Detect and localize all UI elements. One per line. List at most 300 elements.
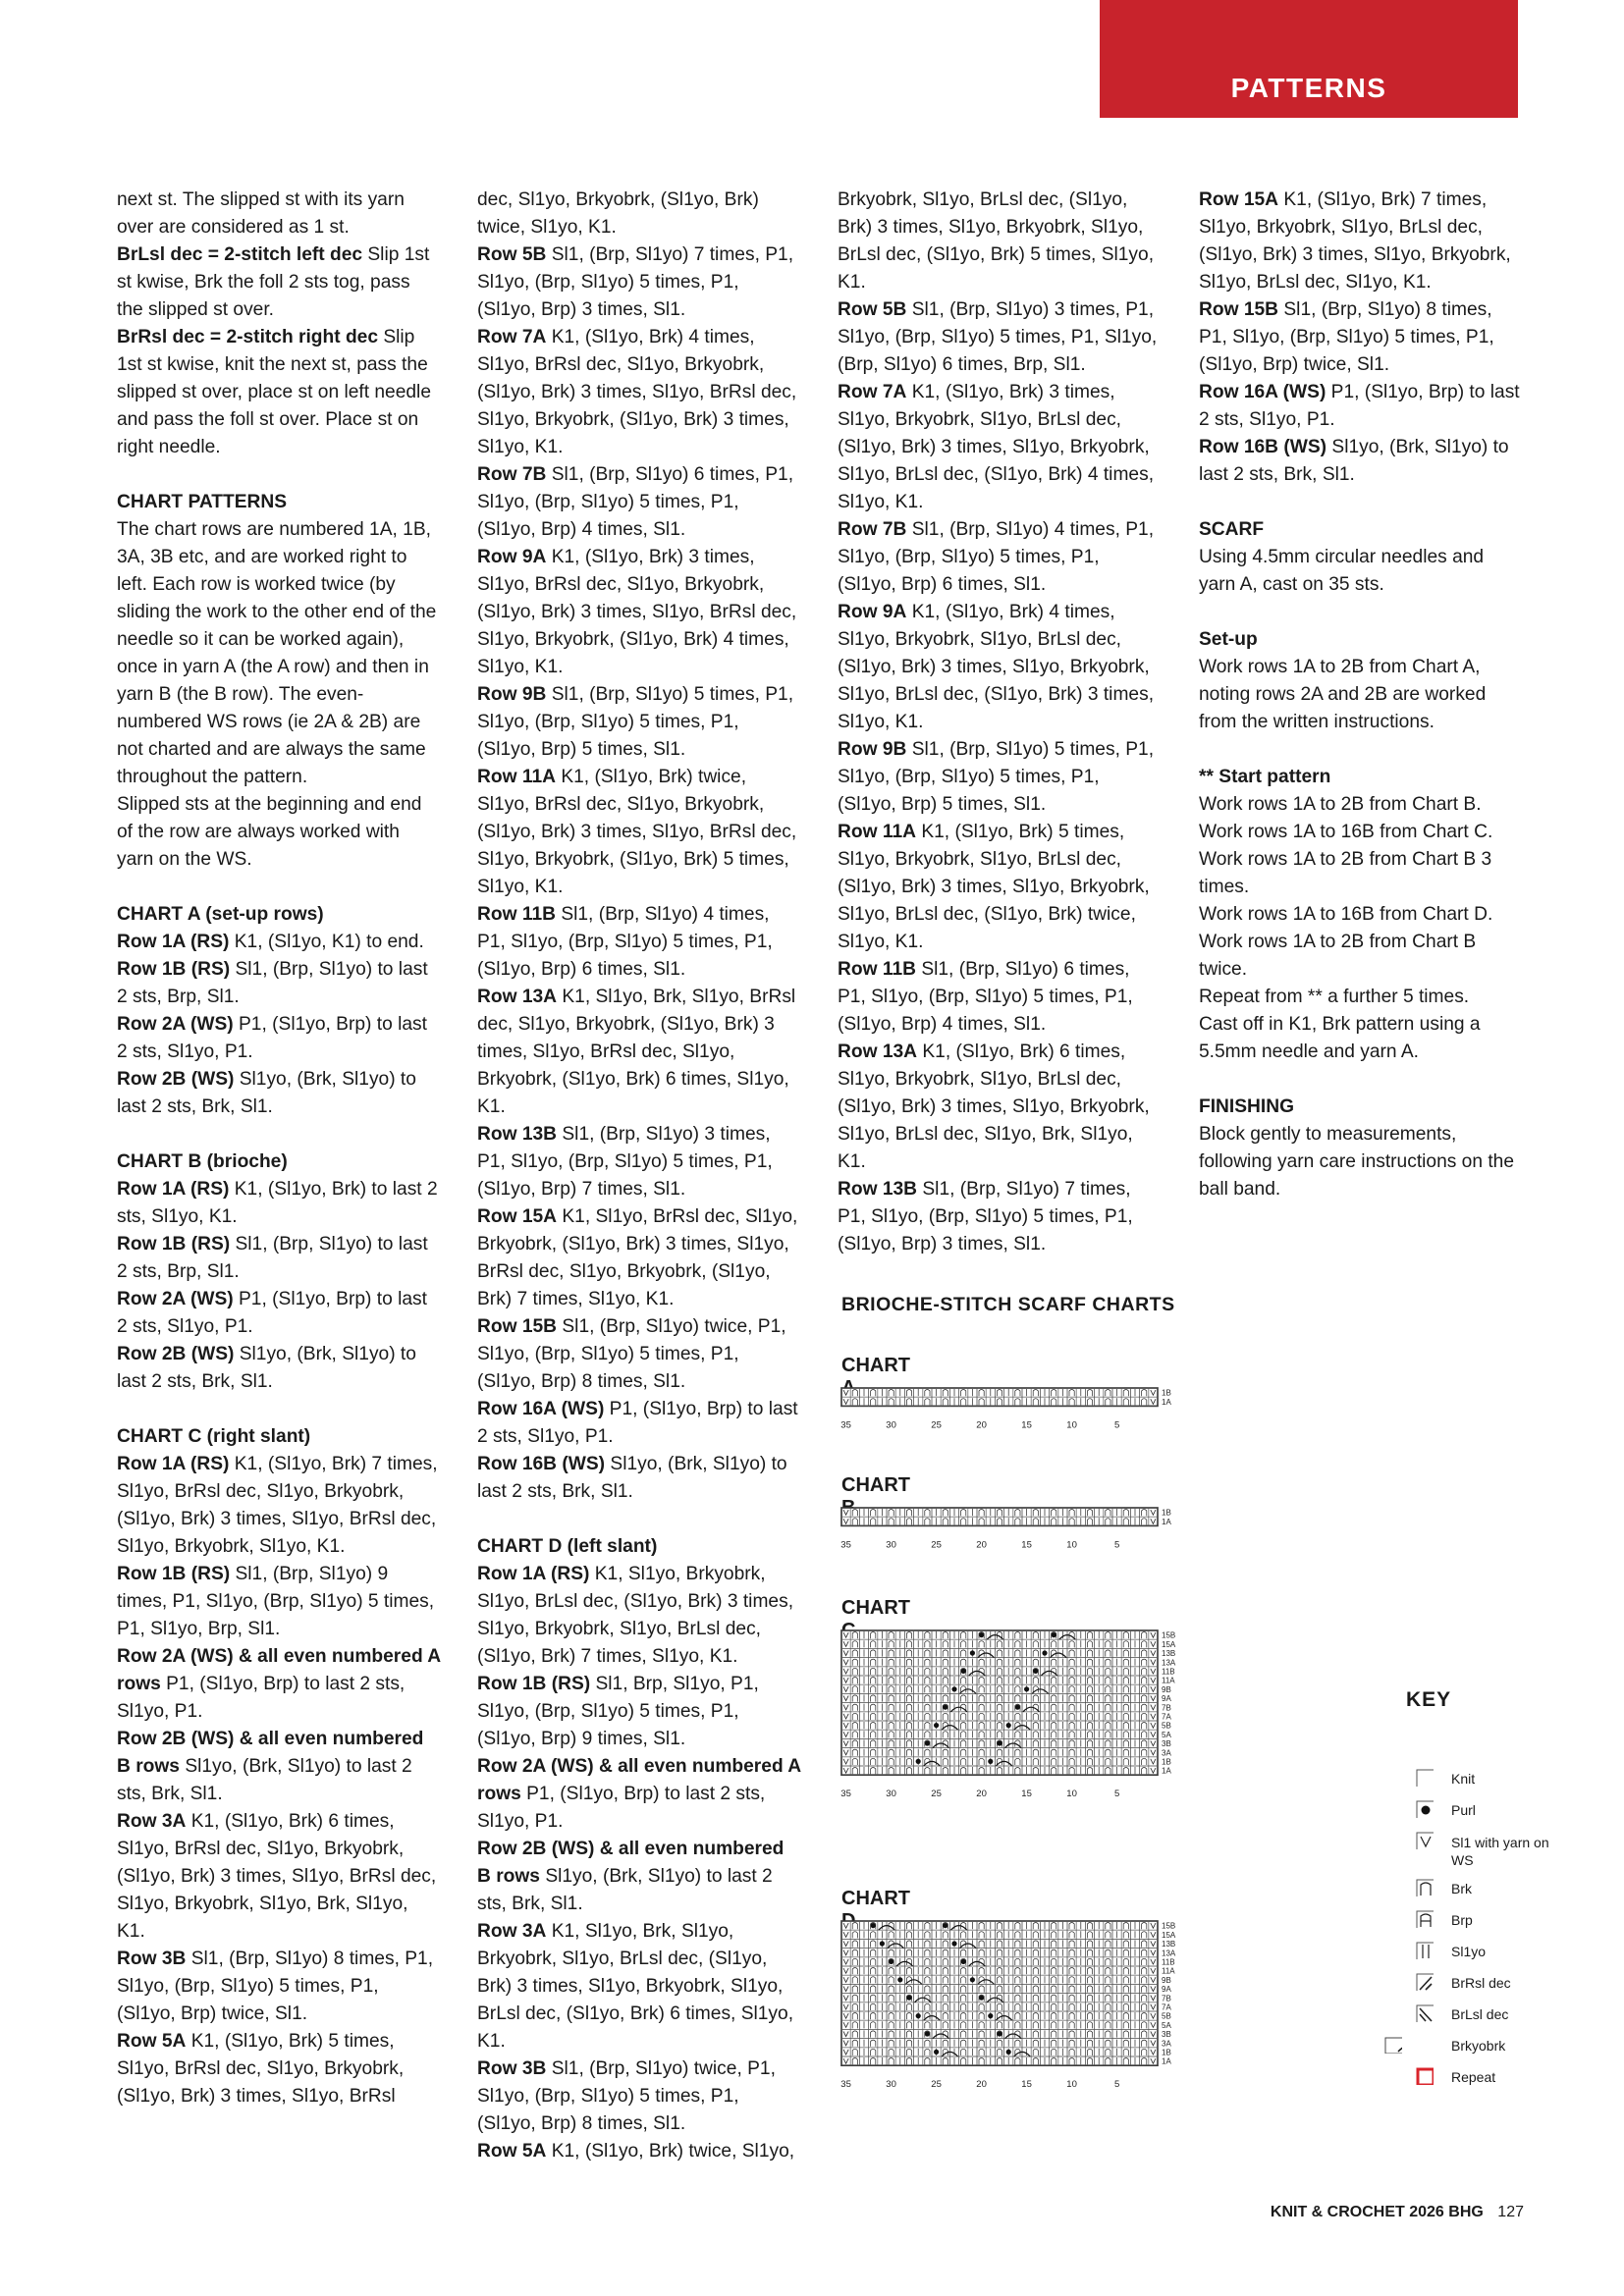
row-text: Sl1, (Brp, Sl1yo) twice, P1, Sl1yo, (Brp, Sl1yo) 5 times, P1, (Sl1yo, Brp) 8 times, Sl1. bbox=[477, 1316, 786, 1392]
purl-mark bbox=[1024, 1686, 1029, 1691]
section-heading: SCARF bbox=[1199, 519, 1265, 540]
stitch-tick: 5 bbox=[1113, 1789, 1120, 1800]
instruction-row bbox=[117, 956, 441, 1011]
row-text: P1, (Sl1yo, Brp) to last 2 sts, Sl1yo, P1. bbox=[117, 1014, 427, 1062]
stitch-tick: 35 bbox=[840, 1789, 851, 1800]
section-heading: CHART D (left slant) bbox=[477, 1536, 658, 1557]
instruction-row bbox=[477, 1918, 801, 2056]
row-label: Row 11A bbox=[838, 822, 916, 842]
instruction-row bbox=[838, 819, 1162, 956]
purl-mark bbox=[943, 1923, 947, 1928]
stitch-tick: 30 bbox=[886, 1789, 896, 1800]
purl-mark bbox=[970, 1977, 975, 1982]
row-label: Row 9A bbox=[477, 547, 547, 567]
purl-mark bbox=[934, 2050, 939, 2055]
section-heading: ** Start pattern bbox=[1199, 767, 1331, 787]
row-text: Sl1, (Brp, Sl1yo) 6 times, P1, Sl1yo, (Brp, Sl1yo) 5 times, P1, (Sl1yo, Brp) 4 times, Sl1. bbox=[477, 464, 794, 540]
row-label: Row 16B (WS) bbox=[477, 1454, 606, 1474]
instruction-row bbox=[477, 544, 801, 681]
row-text: K1, (Sl1yo, Brk) to last 2 sts, Sl1yo, K1. bbox=[117, 1179, 438, 1227]
row-text: K1, (Sl1yo, Brk) 5 times, Sl1yo, Brkyobrk, Sl1yo, BrLsl dec, (Sl1yo, Brk) 3 times, Sl1yo, Brkyobrk, Sl1yo, BrLsl dec, (Sl1yo, Brk) twice, Sl1yo, K1. bbox=[838, 822, 1150, 952]
paragraph: Using 4.5mm circular needles and yarn A, cast on 35 sts. bbox=[1199, 547, 1485, 595]
purl-mark bbox=[997, 1740, 1001, 1745]
row-number: 9B bbox=[1162, 1975, 1171, 1985]
row-number: 1A bbox=[1162, 1517, 1171, 1526]
stitch-tick: 5 bbox=[1113, 1419, 1120, 1431]
stitch-tick: 20 bbox=[976, 1789, 987, 1800]
purl-mark bbox=[1006, 1723, 1011, 1728]
chart-b-label: CHART bbox=[841, 1474, 910, 1496]
purl-mark bbox=[916, 1759, 921, 1764]
row-text: K1, Sl1yo, Brk, Sl1yo, Brkyobrk, Sl1yo, BrLsl dec, (Sl1yo, Brk) 3 times, Sl1yo, Brkyobrk, Sl1yo, BrLsl dec, (Sl1yo, Brk) 6 times, Sl1yo, K1. bbox=[477, 1921, 794, 2052]
key-item-label: Purl bbox=[1451, 1802, 1476, 1818]
instruction-row bbox=[477, 1203, 801, 1313]
row-number: 5A bbox=[1162, 2020, 1171, 2030]
purl-mark bbox=[951, 1686, 956, 1691]
row-label: Row 3A bbox=[477, 1921, 547, 1942]
paragraph: Work rows 1A to 16B from Chart D. bbox=[1199, 904, 1493, 925]
key-item-label: BrLsl dec bbox=[1451, 2006, 1509, 2022]
instruction-row bbox=[117, 929, 441, 956]
purl-mark bbox=[943, 1705, 947, 1710]
row-text: K1, Sl1yo, BrRsl dec, Sl1yo, Brkyobrk, (Sl1yo, Brk) 3 times, Sl1yo, BrRsl dec, Sl1yo, Brkyobrk, (Sl1yo, Brk) 7 times, Sl1yo, K1. bbox=[477, 1206, 798, 1309]
row-number: 3A bbox=[1162, 2039, 1171, 2049]
row-label: Row 2A (WS) & all even numbered A rows bbox=[477, 1756, 801, 1804]
purl-mark bbox=[906, 1996, 911, 2001]
row-label: Row 1A (RS) bbox=[117, 1179, 230, 1200]
purl-mark bbox=[1033, 1669, 1038, 1674]
instruction-row bbox=[117, 1451, 441, 1561]
instruction-row bbox=[477, 984, 801, 1121]
row-number: 3B bbox=[1162, 2030, 1171, 2040]
purl-mark bbox=[916, 2013, 921, 2018]
chart-d-label: CHART bbox=[841, 1888, 910, 1909]
chart-a-label: CHART bbox=[841, 1355, 910, 1376]
row-label: BrLsl dec = 2-stitch left dec bbox=[117, 244, 363, 265]
row-label: Row 13A bbox=[838, 1041, 918, 1062]
paragraph: Work rows 1A to 2B from Chart A, noting rows 2A and 2B are worked from the written instructions. bbox=[1199, 657, 1487, 732]
key-item-label: Repeat bbox=[1451, 2069, 1496, 2085]
instruction-row bbox=[477, 901, 801, 984]
instruction-row bbox=[1199, 187, 1523, 296]
instruction-row bbox=[117, 1231, 441, 1286]
row-number: 9B bbox=[1162, 1684, 1171, 1694]
chart-c-grid bbox=[839, 1629, 1311, 1844]
purl-mark bbox=[897, 1977, 902, 1982]
row-text: K1, Sl1yo, Brkyobrk, Sl1yo, BrLsl dec, (Sl1yo, Brk) 3 times, Sl1yo, Brkyobrk, Sl1yo, BrLsl dec, (Sl1yo, Brk) 7 times, Sl1yo, K1. bbox=[477, 1564, 794, 1667]
row-label: Row 9A bbox=[838, 602, 907, 622]
brrsl-dec-symbol-icon bbox=[1416, 1973, 1434, 1991]
row-text: Sl1, (Brp, Sl1yo) 6 times, P1, Sl1yo, (Brp, Sl1yo) 5 times, P1, (Sl1yo, Brp) 4 times, Sl1. bbox=[838, 959, 1133, 1035]
row-label: Row 1B (RS) bbox=[117, 959, 231, 980]
key-item-label: Brp bbox=[1451, 1912, 1473, 1928]
key-item-label: BrRsl dec bbox=[1451, 1975, 1511, 1991]
row-label: Row 15A bbox=[477, 1206, 558, 1227]
row-number: 1A bbox=[1162, 1397, 1171, 1407]
paragraph-gap bbox=[117, 1396, 441, 1423]
page-number: 127 bbox=[1497, 2204, 1524, 2220]
row-number: 13B bbox=[1162, 1649, 1176, 1659]
brk-symbol-icon bbox=[1416, 1879, 1434, 1896]
brp-symbol-icon bbox=[1416, 1910, 1434, 1928]
purl-mark bbox=[979, 1632, 984, 1637]
purl-mark bbox=[951, 1941, 956, 1946]
row-label: Row 2A (WS) & all even numbered A rows bbox=[117, 1646, 441, 1694]
stitch-tick: 20 bbox=[976, 2079, 987, 2091]
stitch-tick: 15 bbox=[1021, 1539, 1032, 1551]
purl-mark bbox=[934, 1723, 939, 1728]
purl-symbol-icon bbox=[1416, 1800, 1434, 1818]
row-number: 1B bbox=[1162, 2048, 1171, 2057]
instruction-row bbox=[117, 1561, 441, 1643]
row-text: Sl1, (Brp, Sl1yo) twice, P1, Sl1yo, (Brp, Sl1yo) 5 times, P1, (Sl1yo, Brp) 8 times, Sl1. bbox=[477, 2058, 776, 2134]
row-number: 7A bbox=[1162, 2002, 1171, 2012]
row-text: Sl1, (Brp, Sl1yo) to last 2 sts, Brp, Sl1. bbox=[117, 1234, 428, 1282]
section-heading: FINISHING bbox=[1199, 1096, 1295, 1117]
purl-mark bbox=[871, 1923, 876, 1928]
row-text: P1, (Sl1yo, Brp) to last 2 sts, Sl1yo, P1. bbox=[1199, 382, 1520, 430]
purl-mark bbox=[979, 1996, 984, 2001]
stitch-tick: 20 bbox=[976, 1419, 987, 1431]
row-label: Row 7A bbox=[838, 382, 907, 402]
brkyobrk-symbol-icon bbox=[1384, 2036, 1402, 2054]
instruction-row bbox=[117, 1066, 441, 1121]
section-heading: CHART A (set-up rows) bbox=[117, 904, 324, 925]
row-label: Row 11B bbox=[477, 904, 556, 925]
purl-mark bbox=[925, 2031, 930, 2036]
row-text: Sl1, (Brp, Sl1yo) 3 times, P1, Sl1yo, (Brp, Sl1yo) 5 times, P1, (Sl1yo, Brp) 7 times, Sl1. bbox=[477, 1124, 773, 1200]
paragraph-gap bbox=[117, 1121, 441, 1148]
instruction-row bbox=[477, 2056, 801, 2138]
row-text: Sl1, (Brp, Sl1yo) 4 times, P1, Sl1yo, (Brp, Sl1yo) 5 times, P1, (Sl1yo, Brp) 6 times, Sl1. bbox=[838, 519, 1155, 595]
key-item-label: Brkyobrk bbox=[1451, 2038, 1506, 2054]
chart-b-grid bbox=[839, 1506, 1311, 1565]
row-label: Row 7A bbox=[477, 327, 547, 347]
purl-mark bbox=[880, 1941, 885, 1946]
row-number: 7B bbox=[1162, 1703, 1171, 1713]
stitch-tick: 10 bbox=[1066, 1789, 1077, 1800]
row-number: 3B bbox=[1162, 1739, 1171, 1749]
key-item-label: Knit bbox=[1451, 1771, 1476, 1787]
row-label: Row 2A (WS) bbox=[117, 1289, 234, 1309]
row-number: 11B bbox=[1162, 1667, 1175, 1677]
instruction-row bbox=[477, 1313, 801, 1396]
section-heading: CHART B (brioche) bbox=[117, 1151, 288, 1172]
purl-mark bbox=[1052, 1632, 1056, 1637]
row-text: Sl1yo, (Brk, Sl1yo) to last 2 sts, Brk, Sl1. bbox=[477, 1866, 773, 1914]
row-label: Row 16A (WS) bbox=[1199, 382, 1326, 402]
stitch-tick: 25 bbox=[931, 1539, 942, 1551]
row-label: Row 1B (RS) bbox=[477, 1674, 591, 1694]
stitch-tick: 35 bbox=[840, 1539, 851, 1551]
row-text: K1, Sl1yo, Brk, Sl1yo, BrRsl dec, Sl1yo, Brkyobrk, (Sl1yo, Brk) 3 times, Sl1yo, BrRsl dec, Sl1yo, Brkyobrk, (Sl1yo, Brk) 6 times, Sl1yo, K1. bbox=[477, 987, 796, 1117]
paragraph: Work rows 1A to 2B from Chart B twice. bbox=[1199, 932, 1477, 980]
row-label: Row 1A (RS) bbox=[477, 1564, 590, 1584]
row-text: K1, (Sl1yo, Brk) 6 times, Sl1yo, Brkyobrk, Sl1yo, BrLsl dec, (Sl1yo, Brk) 3 times, Sl1yo, Brkyobrk, Sl1yo, BrLsl dec, Sl1yo, Brk, Sl1yo, K1. bbox=[838, 1041, 1150, 1172]
sl1yo-symbol-icon bbox=[1416, 1942, 1434, 1959]
row-text: Sl1yo, (Brk, Sl1yo) to last 2 sts, Brk, Sl1. bbox=[117, 1756, 412, 1804]
charts-section-title: BRIOCHE-STITCH SCARF CHARTS bbox=[841, 1294, 1175, 1315]
key-item-label: Sl1 with yarn on WS bbox=[1451, 1835, 1549, 1868]
magazine-brand: BHG bbox=[1448, 2204, 1484, 2220]
instruction-row bbox=[117, 1726, 441, 1808]
chart-d-grid bbox=[839, 1919, 1311, 2214]
instruction-row bbox=[117, 1341, 441, 1396]
row-label: Row 16B (WS) bbox=[1199, 437, 1327, 457]
instruction-row bbox=[838, 736, 1162, 819]
paragraph: dec, Sl1yo, Brkyobrk, (Sl1yo, Brk) twice, Sl1yo, K1. bbox=[477, 189, 759, 238]
paragraph: Cast off in K1, Brk pattern using a 5.5mm needle and yarn A. bbox=[1199, 1014, 1481, 1062]
paragraph: Repeat from ** a further 5 times. bbox=[1199, 987, 1470, 1007]
row-text: K1, (Sl1yo, Brk) twice, Sl1yo, BrRsl dec, Sl1yo, Brkyobrk, (Sl1yo, Brk) 3 times, Sl1yo, BrRsl dec, Sl1yo, Brkyobrk, (Sl1yo, Brk) 5 times, Sl1yo, K1. bbox=[477, 767, 797, 897]
row-number: 1B bbox=[1162, 1508, 1171, 1518]
row-label: Row 15B bbox=[1199, 299, 1279, 320]
instruction-row bbox=[117, 1011, 441, 1066]
repeat-box-icon bbox=[1416, 2067, 1434, 2085]
row-text: Sl1, (Brp, Sl1yo) 7 times, P1, Sl1yo, (Brp, Sl1yo) 5 times, P1, (Sl1yo, Brp) 3 times, Sl1. bbox=[838, 1179, 1133, 1255]
row-text: K1, (Sl1yo, K1) to end. bbox=[229, 932, 424, 952]
knit-symbol-icon bbox=[1416, 1769, 1434, 1787]
stitch-tick: 10 bbox=[1066, 2079, 1077, 2091]
row-number: 3A bbox=[1162, 1748, 1171, 1758]
purl-mark bbox=[1015, 1705, 1020, 1710]
row-label: Row 2A (WS) bbox=[117, 1014, 234, 1035]
row-number: 13A bbox=[1162, 1949, 1176, 1958]
row-text: K1, (Sl1yo, Brk) 6 times, Sl1yo, BrRsl dec, Sl1yo, Brkyobrk, (Sl1yo, Brk) 3 times, Sl1yo, BrRsl dec, Sl1yo, Brkyobrk, Sl1yo, Brk, Sl1yo, K1. bbox=[117, 1811, 437, 1942]
row-text: K1, (Sl1yo, Brk) twice, Sl1yo, bbox=[546, 2141, 795, 2162]
paragraph-gap bbox=[1199, 1066, 1523, 1094]
purl-mark bbox=[925, 1740, 930, 1745]
row-label: Row 13B bbox=[477, 1124, 558, 1145]
row-text: Sl1, (Brp, Sl1yo) 8 times, P1, Sl1yo, (Brp, Sl1yo) 5 times, P1, (Sl1yo, Brp) twice, Sl1. bbox=[117, 1949, 434, 2024]
section-title: PATTERNS bbox=[1230, 73, 1387, 103]
purl-mark bbox=[988, 2013, 993, 2018]
row-label: Row 1B (RS) bbox=[117, 1564, 231, 1584]
column-4 bbox=[1199, 187, 1523, 1203]
row-label: Row 16A (WS) bbox=[477, 1399, 605, 1419]
instruction-row bbox=[477, 1561, 801, 1671]
paragraph-gap bbox=[117, 874, 441, 901]
stitch-tick: 10 bbox=[1066, 1539, 1077, 1551]
stitch-tick: 25 bbox=[931, 2079, 942, 2091]
instruction-row bbox=[838, 1039, 1162, 1176]
row-number: 13A bbox=[1162, 1658, 1176, 1668]
instruction-row bbox=[838, 956, 1162, 1039]
paragraph-gap bbox=[1199, 599, 1523, 626]
row-number: 11A bbox=[1162, 1676, 1175, 1685]
row-text: Slip 1st st kwise, Brk the foll 2 sts tog, pass the slipped st over. bbox=[117, 244, 430, 320]
instruction-row bbox=[117, 1946, 441, 2028]
row-label: Row 2B (WS) bbox=[117, 1069, 235, 1090]
row-label: Row 5A bbox=[117, 2031, 187, 2052]
instruction-row bbox=[477, 2138, 801, 2165]
row-label: Row 2B (WS) & all even numbered B rows bbox=[117, 1729, 424, 1777]
purl-mark bbox=[997, 2031, 1001, 2036]
instruction-row bbox=[477, 324, 801, 461]
column-3 bbox=[838, 187, 1162, 1258]
row-number: 15B bbox=[1162, 1921, 1176, 1931]
purl-mark bbox=[889, 1959, 893, 1964]
stitch-tick: 25 bbox=[931, 1419, 942, 1431]
stitch-tick: 30 bbox=[886, 2079, 896, 2091]
row-label: Row 3B bbox=[477, 2058, 547, 2079]
row-number: 11B bbox=[1162, 1957, 1175, 1967]
row-label: BrRsl dec = 2-stitch right dec bbox=[117, 327, 379, 347]
row-label: Row 7B bbox=[838, 519, 907, 540]
paragraph: Work rows 1A to 2B from Chart B 3 times. bbox=[1199, 849, 1492, 897]
row-text: P1, (Sl1yo, Brp) to last 2 sts, Sl1yo, P1. bbox=[117, 1674, 406, 1722]
instruction-row bbox=[477, 241, 801, 324]
row-label: Row 9B bbox=[477, 684, 547, 705]
row-number: 1B bbox=[1162, 1757, 1171, 1767]
row-label: Row 2B (WS) bbox=[117, 1344, 235, 1364]
instruction-row bbox=[117, 1176, 441, 1231]
row-label: Row 11A bbox=[477, 767, 556, 787]
row-text: Sl1yo, (Brk, Sl1yo) to last 2 sts, Brk, Sl1. bbox=[477, 1454, 787, 1502]
row-label: Row 5B bbox=[838, 299, 907, 320]
row-text: Sl1, (Brp, Sl1yo) 7 times, P1, Sl1yo, (Brp, Sl1yo) 5 times, P1, (Sl1yo, Brp) 3 times, Sl1. bbox=[477, 244, 794, 320]
chart-key bbox=[1406, 1688, 1549, 2085]
row-text: Sl1, (Brp, Sl1yo) 4 times, P1, Sl1yo, (Brp, Sl1yo) 5 times, P1, (Sl1yo, Brp) 6 times, Sl1. bbox=[477, 904, 773, 980]
instruction-row bbox=[477, 1836, 801, 1918]
paragraph: Work rows 1A to 2B from Chart B. bbox=[1199, 794, 1482, 815]
row-text: Slip 1st st kwise, knit the next st, pass the slipped st over, place st on left needle and pass the foll st over. Place st on right needle. bbox=[117, 327, 431, 457]
chart-a-grid bbox=[839, 1386, 1311, 1445]
stitch-tick: 35 bbox=[840, 2079, 851, 2091]
stitch-tick: 15 bbox=[1021, 1419, 1032, 1431]
instruction-row bbox=[838, 599, 1162, 736]
row-label: Row 7B bbox=[477, 464, 547, 485]
column-1 bbox=[117, 187, 441, 2110]
row-number: 15B bbox=[1162, 1630, 1176, 1640]
key-item-label: Sl1yo bbox=[1451, 1944, 1487, 1959]
paragraph: Brkyobrk, Sl1yo, BrLsl dec, (Sl1yo, Brk) 3 times, Sl1yo, Brkyobrk, Sl1yo, BrLsl dec, (Sl1yo, Brk) 5 times, Sl1yo, K1. bbox=[838, 189, 1155, 293]
stitch-tick: 30 bbox=[886, 1419, 896, 1431]
row-text: K1, (Sl1yo, Brk) 4 times, Sl1yo, BrRsl dec, Sl1yo, Brkyobrk, (Sl1yo, Brk) 3 times, Sl1yo, BrRsl dec, Sl1yo, Brkyobrk, (Sl1yo, Brk) 3 times, Sl1yo, K1. bbox=[477, 327, 797, 457]
instruction-row bbox=[477, 461, 801, 544]
row-number: 5A bbox=[1162, 1730, 1171, 1739]
row-number: 1B bbox=[1162, 1388, 1171, 1398]
row-number: 13B bbox=[1162, 1940, 1176, 1949]
row-label: Row 13A bbox=[477, 987, 558, 1007]
section-heading: CHART PATTERNS bbox=[117, 492, 288, 512]
stitch-tick: 10 bbox=[1066, 1419, 1077, 1431]
row-number: 5B bbox=[1162, 1721, 1171, 1731]
instruction-row bbox=[477, 1671, 801, 1753]
row-label: Row 15A bbox=[1199, 189, 1279, 210]
stitch-tick: 25 bbox=[931, 1789, 942, 1800]
row-label: Row 3B bbox=[117, 1949, 187, 1969]
stitch-tick: 30 bbox=[886, 1539, 896, 1551]
row-number: 1A bbox=[1162, 1766, 1171, 1776]
row-number: 7A bbox=[1162, 1712, 1171, 1722]
row-label: Row 13B bbox=[838, 1179, 918, 1200]
instruction-row bbox=[477, 1451, 801, 1506]
stitch-tick: 35 bbox=[840, 1419, 851, 1431]
paragraph: Slipped sts at the beginning and end of the row are always worked with yarn on the WS. bbox=[117, 794, 422, 870]
slip-with-yarn-on-ws-icon bbox=[1416, 1832, 1434, 1849]
stitch-tick: 5 bbox=[1113, 1539, 1120, 1551]
paragraph-gap bbox=[477, 1506, 801, 1533]
stitch-tick: 20 bbox=[976, 1539, 987, 1551]
instruction-row bbox=[117, 1808, 441, 1946]
row-text: Sl1yo, (Brk, Sl1yo) to last 2 sts, Brk, Sl1. bbox=[1199, 437, 1509, 485]
instruction-row bbox=[838, 516, 1162, 599]
row-text: Sl1yo, (Brk, Sl1yo) to last 2 sts, Brk, Sl1. bbox=[117, 1069, 416, 1117]
row-number: 7B bbox=[1162, 1994, 1171, 2003]
purl-mark bbox=[970, 1650, 975, 1655]
page-footer bbox=[1271, 2204, 1524, 2221]
purl-mark bbox=[988, 1759, 993, 1764]
purl-mark bbox=[1042, 1650, 1047, 1655]
row-number: 1A bbox=[1162, 2056, 1171, 2066]
paragraph: Block gently to measurements, following yarn care instructions on the ball band. bbox=[1199, 1124, 1515, 1200]
magazine-name: KNIT & CROCHET 2026 bbox=[1270, 2204, 1444, 2220]
instruction-row bbox=[1199, 434, 1523, 489]
row-number: 9A bbox=[1162, 1694, 1171, 1704]
row-label: Row 1A (RS) bbox=[117, 1454, 230, 1474]
row-number: 5B bbox=[1162, 2011, 1171, 2021]
brlsl-dec-symbol-icon bbox=[1416, 2004, 1434, 2022]
row-label: Row 5B bbox=[477, 244, 547, 265]
row-text: Sl1, (Brp, Sl1yo) 8 times, P1, Sl1yo, (Brp, Sl1yo) 5 times, P1, (Sl1yo, Brp) twice, Sl1. bbox=[1199, 299, 1494, 375]
row-label: Row 1A (RS) bbox=[117, 932, 230, 952]
row-text: Sl1, (Brp, Sl1yo) 5 times, P1, Sl1yo, (Brp, Sl1yo) 5 times, P1, (Sl1yo, Brp) 5 times, Sl1. bbox=[477, 684, 794, 760]
row-text: K1, (Sl1yo, Brk) 7 times, Sl1yo, Brkyobrk, Sl1yo, BrLsl dec, (Sl1yo, Brk) 3 times, Sl1yo, Brkyobrk, Sl1yo, BrLsl dec, Sl1yo, K1. bbox=[1199, 189, 1511, 293]
row-text: P1, (Sl1yo, Brp) to last 2 sts, Sl1yo, P1. bbox=[117, 1289, 427, 1337]
paragraph: Work rows 1A to 16B from Chart C. bbox=[1199, 822, 1493, 842]
row-text: Sl1, (Brp, Sl1yo) 9 times, P1, Sl1yo, (Brp, Sl1yo) 5 times, P1, Sl1yo, Brp, Sl1. bbox=[117, 1564, 435, 1639]
row-text: Sl1yo, (Brk, Sl1yo) to last 2 sts, Brk, Sl1. bbox=[117, 1344, 416, 1392]
instruction-row bbox=[117, 241, 441, 324]
instruction-row bbox=[838, 296, 1162, 379]
row-label: Row 9B bbox=[838, 739, 907, 760]
paragraph-gap bbox=[1199, 489, 1523, 516]
row-number: 11A bbox=[1162, 1966, 1175, 1976]
instruction-row bbox=[477, 1121, 801, 1203]
instruction-row bbox=[477, 1753, 801, 1836]
purl-mark bbox=[961, 1669, 966, 1674]
instruction-row bbox=[477, 1396, 801, 1451]
row-label: Row 11B bbox=[838, 959, 916, 980]
stitch-tick: 5 bbox=[1113, 2079, 1120, 2091]
row-number: 15A bbox=[1162, 1930, 1176, 1940]
instruction-row bbox=[1199, 296, 1523, 379]
chart-c-label: CHART bbox=[841, 1597, 910, 1619]
row-text: Sl1, Brp, Sl1yo, P1, Sl1yo, (Brp, Sl1yo) 5 times, P1, (Sl1yo, Brp) 9 times, Sl1. bbox=[477, 1674, 759, 1749]
row-label: Row 15B bbox=[477, 1316, 558, 1337]
row-text: Sl1, (Brp, Sl1yo) to last 2 sts, Brp, Sl1. bbox=[117, 959, 428, 1007]
paragraph-gap bbox=[117, 461, 441, 489]
instruction-row bbox=[1199, 379, 1523, 434]
paragraph-gap bbox=[1199, 736, 1523, 764]
section-tab bbox=[1100, 0, 1518, 118]
row-text: Sl1, (Brp, Sl1yo) 5 times, P1, Sl1yo, (Brp, Sl1yo) 5 times, P1, (Sl1yo, Brp) 5 times, Sl1. bbox=[838, 739, 1155, 815]
section-heading: Set-up bbox=[1199, 629, 1258, 650]
row-text: P1, (Sl1yo, Brp) to last 2 sts, Sl1yo, P1. bbox=[477, 1399, 798, 1447]
row-label: Row 2B (WS) & all even numbered B rows bbox=[477, 1839, 785, 1887]
row-number: 9A bbox=[1162, 1985, 1171, 1995]
paragraph: The chart rows are numbered 1A, 1B, 3A, 3B etc, and are worked right to left. Each row is worked twice (by sliding the work to the other end of the needle so it can be worked again), once in yarn A (the A row) and then in yarn B (the B row). The even-numbered WS rows (ie 2A & 2B) are not charted and are always the same throughout the pattern. bbox=[117, 519, 437, 787]
key-item-label: Brk bbox=[1451, 1881, 1472, 1896]
row-text: K1, (Sl1yo, Brk) 3 times, Sl1yo, BrRsl dec, Sl1yo, Brkyobrk, (Sl1yo, Brk) 3 times, Sl1yo, BrRsl dec, Sl1yo, Brkyobrk, (Sl1yo, Brk) 4 times, Sl1yo, K1. bbox=[477, 547, 797, 677]
row-label: Row 3A bbox=[117, 1811, 187, 1832]
row-text: K1, (Sl1yo, Brk) 5 times, Sl1yo, BrRsl dec, Sl1yo, Brkyobrk, (Sl1yo, Brk) 3 times, Sl1yo, BrRsl bbox=[117, 2031, 405, 2107]
instruction-row bbox=[117, 1286, 441, 1341]
instruction-row bbox=[477, 764, 801, 901]
row-number: 15A bbox=[1162, 1639, 1176, 1649]
instruction-row bbox=[117, 324, 441, 461]
